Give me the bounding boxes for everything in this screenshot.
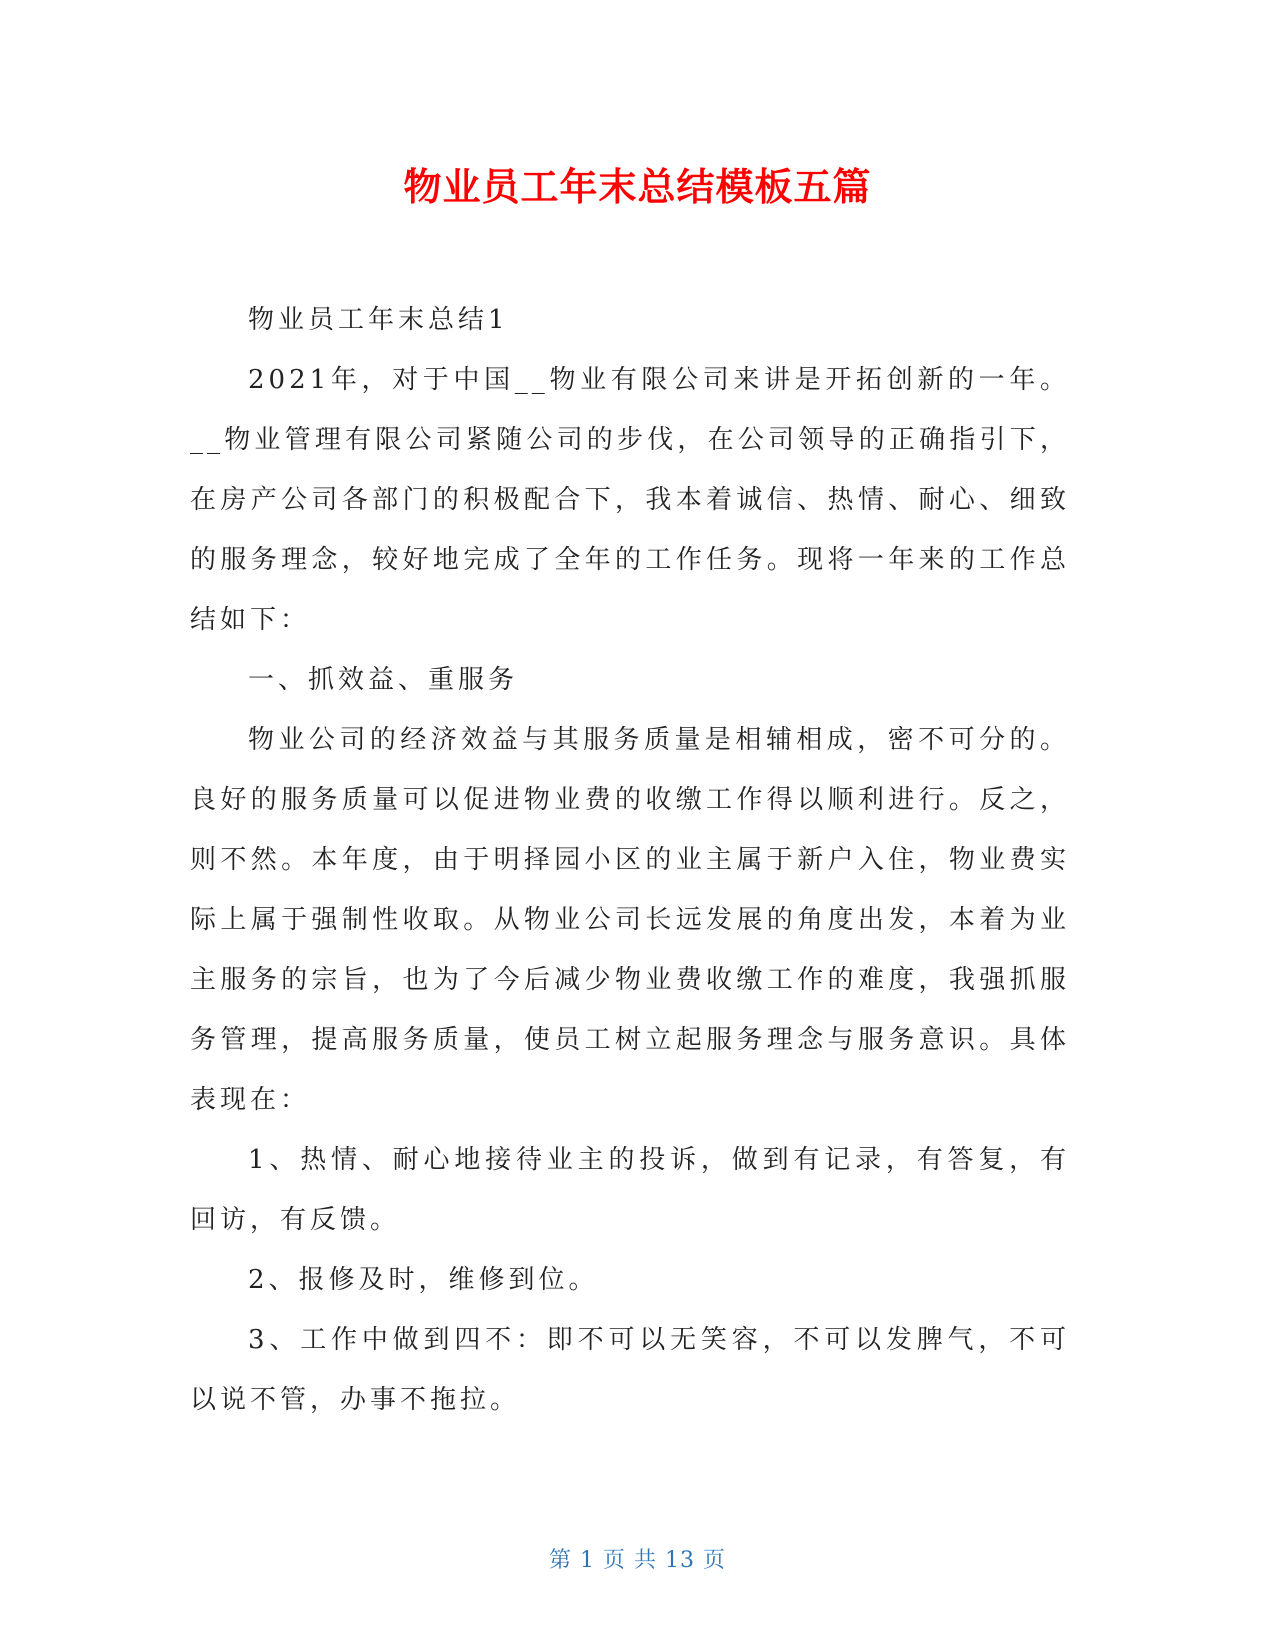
- footer-middle: 页 共: [603, 1548, 657, 1573]
- footer-current-page: 1: [580, 1548, 595, 1573]
- document-title: 物业员工年末总结模板五篇: [403, 165, 872, 209]
- list-item-complaints: 1、热情、耐心地接待业主的投诉，做到有记录，有答复，有回访，有反馈。: [190, 1145, 1070, 1235]
- footer-suffix: 页: [703, 1548, 727, 1573]
- section-heading-efficiency-service: 一、抓效益、重服务: [248, 665, 519, 695]
- section-heading-summary-1: 物业员工年末总结1: [248, 305, 509, 335]
- document-body: [190, 290, 1070, 1430]
- list-item-repairs: 2、报修及时，维修到位。: [248, 1265, 599, 1295]
- footer-prefix: 第: [548, 1548, 572, 1573]
- list-item-four-nots: 3、工作中做到四不：即不可以无笑容，不可以发脾气，不可以说不管，办事不拖拉。: [190, 1325, 1070, 1415]
- body-paragraph-service-quality: 物业公司的经济效益与其服务质量是相辅相成，密不可分的。良好的服务质量可以促进物业费的收缴工作得以顺利进行。反之，则不然。本年度，由于明择园小区的业主属于新户入住，物业费实际上属于强制性收取。从物业公司长远发展的角度出发，本着为业主服务的宗旨，也为了今后减少物业费收缴工作的难度，我强抓服务管理，提高服务质量，使员工树立起服务理念与服务意识。具体表现在：: [190, 725, 1070, 1115]
- page-number-footer: [0, 1546, 1275, 1576]
- footer-total-pages: 13: [665, 1548, 695, 1573]
- body-paragraph-intro: 2021年，对于中国__物业有限公司来讲是开拓创新的一年。__物业管理有限公司紧随公司的步伐，在公司领导的正确指引下，在房产公司各部门的积极配合下，我本着诚信、热情、耐心、细致的服务理念，较好地完成了全年的工作任务。现将一年来的工作总结如下：: [190, 365, 1070, 635]
